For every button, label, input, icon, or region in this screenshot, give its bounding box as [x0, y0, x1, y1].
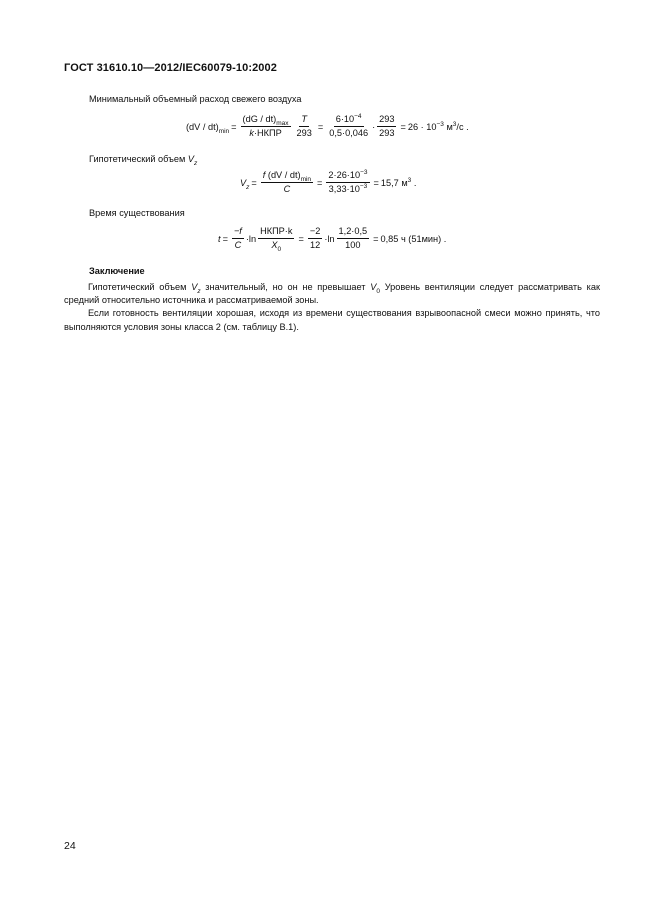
formula2-equals-2: = [317, 177, 323, 188]
formula3-result: 0,85 ч (51мин) . [380, 233, 447, 244]
formula3-fraction-3: $\frac{-2}{12}$ [309, 226, 321, 250]
section-label-hypothetical-volume: Гипотетический объем $V_z$ [89, 154, 198, 167]
formula3-equals: = [222, 233, 228, 244]
formula1-dot: · [372, 121, 376, 132]
formula-min-air-flow [186, 114, 469, 139]
formula3-fraction-2: $\frac{\text{НКПР·k}}{X_0}$ [260, 226, 293, 253]
formula2-fraction-2: $\frac{2\cdot 26\cdot 10^{-3}}{3,33\cdot 10^{-3}}$ [328, 168, 368, 194]
conclusion-paragraph-2: Если готовность вентиляции хорошая, исходя из времени существования взрывоопасной смеси можно принять, что выполняются условия зоны класса 2 (см. таблицу В.1). [64, 308, 600, 332]
formula2-equals: = [251, 177, 257, 188]
formula1-equals: = [231, 121, 237, 132]
formula3-equals-2: = [298, 233, 304, 244]
formula1-fraction-4: $\frac{293}{293}$ [379, 114, 395, 138]
document-header: ГОСТ 31610.10—2012/IEC60079-10:2002 [64, 62, 277, 74]
formula1-equals-3: = [400, 121, 406, 132]
conclusion-heading: Заключение [89, 266, 145, 276]
formula2-lhs: $V_z$ [240, 177, 250, 191]
formula1-fraction-2: $\frac{T}{293}$ [296, 114, 312, 138]
formula1-equals-2: = [317, 121, 324, 132]
formula2-result: 15,7 $м^3$ . [380, 176, 417, 188]
section-label-existence-time: Время существования [89, 208, 185, 218]
formula3-fraction-4: $\frac{1,2\cdot 0,5}{100}$ [338, 226, 368, 250]
formula3-ln-2: ·ln [324, 233, 335, 244]
formula1-result: $26 \cdot 10^{-3}$ $м^3/с$ . [407, 120, 469, 132]
formula2-fraction-1: $\frac{f (dV / dt)_{min}}{C}$ [262, 170, 312, 194]
conclusion-paragraph-1: Гипотетический объем $V_z$ значительный, но он не превышает $V_0$ Уровень вентиляции следует рассматривать как средний относительно источника и рассматриваемой зоны. [64, 282, 600, 306]
conclusion-body [64, 281, 600, 334]
formula-existence-time [218, 226, 446, 251]
formula-hypothetical-volume [240, 170, 416, 195]
formula1-fraction-1: $\frac{(dG / dt)_{max}}{\text{k·НКПР}}$ [242, 114, 289, 138]
section-label-fresh-air-flow: Минимальный объемный расход свежего воздуха [89, 94, 302, 104]
formula1-fraction-3: $\frac{6\cdot 10^{-4}}{0,5\cdot 0,046}$ [329, 112, 369, 138]
formula3-lhs: t [218, 233, 221, 244]
formula3-ln-1: ·ln [245, 233, 257, 244]
formula3-equals-3: = [373, 233, 379, 244]
formula3-fraction-1: $\frac{-f}{C}$ [233, 226, 242, 250]
formula1-lhs: $(dV / dt)_{min}$ [186, 121, 230, 135]
formula2-equals-3: = [373, 177, 379, 188]
page-number: 24 [64, 840, 76, 852]
